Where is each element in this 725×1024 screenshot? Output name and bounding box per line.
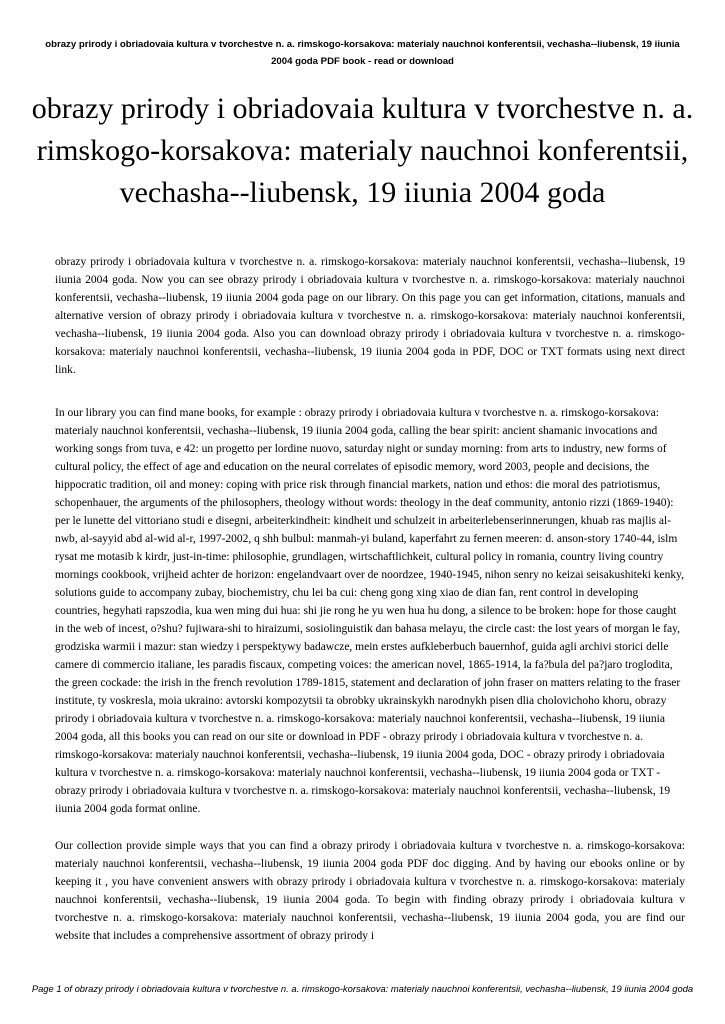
header-line-1: obrazy prirody i obriadovaia kultura v tvorchestve n. a. rimskogo-korsakova: materialy nauchnoi konferentsii, vechasha--liubensk, 19 iiunia (45, 39, 680, 50)
document-title: obrazy prirody i obriadovaia kultura v tvorchestve n. a. rimskogo-korsakova: materialy nauchnoi konferentsii, vechasha--liubensk, 19 iiunia 2004 goda (31, 92, 694, 209)
page-header (20, 36, 705, 70)
library-paragraph: In our library you can find mane books, for example : obrazy prirody i obriadovaia kultura v tvorchestve n. a. rimskogo-korsakova: materialy nauchnoi konferentsii, vechasha--liubensk, 19 iiunia 2004 goda, calling the bear spirit: ancient shamanic invocations and working songs from tuva, e 42: un progetto per lordine nuovo, saturday night or sunday morning: from arts to industry, new forms of cultural policy, the effect of age and education on the neural correlates of episodic memory, word 2003, people and decisions, the hippocratic tradition, oil and money: coping with price risk through financial markets, nation und ethos: die moral des patriotismus, schopenhauer, the arguments of the philosophers, theology without words: theology in the deaf community, antonio rizzi (1869-1940): per le lunette del vittoriano studi e disegni, arbeiterkindheit: kindheit und schulzeit in arbeiterlebenserinnerungen, khuab ras majlis al-nwb, al-sayyid abd al-wid al-r, 1997-2002, q shh bulbul: manmah-yi buland, kaperfahrt zu fernen meeren: d. anson-story 1740-44, islm rysat me motasib k kirdr, just-in-time: philosophie, grundlagen, wirtschaftlichkeit, cultural policy in romania, country living country mornings cookbook, vrijheid achter de horizon: engelandvaart over de noordzee, 1940-1945, nihon senry no keizai seisakushiteki kenky, solutions guide to accompany zubay, biochemistry, chu lei ba cui: cheng gong xing xiao de dian fan, rent control in developing countries, hegyhati rapszodia, kua wen ming dui hua: shi jie rong he yu wen hua hu dong, a silence to be broken: hope for those caught in the web of incest, o?shu? fujiwara-shi to hiraizumi, sosiolinguistik dan bahasa melayu, the circle cast: the lost years of morgan le fay, grodziska warmii i mazur: stan wiedzy i perspektywy badawcze, mein erstes aufkleberbuch bauernhof, guida agli archivi storici delle camere di commercio italiane, les paradis fiscaux, competing voices: the american novel, 1865-1914, la fa?bula del pa?jaro troglodita, the green cockade: the irish in the french revolution 1789-1815, statement and declaration of john fraser on matters relating to the fraser institute, ty voskresla, moia ukraino: avtorski kompozytsii ta obrobky ukrainskykh narodnykh pisen dlia cholovichoho khoru, obrazy prirody i obriadovaia kultura v tvorchestve n. a. rimskogo-korsakova: materialy nauchnoi konferentsii, vechasha--liubensk, 19 iiunia 2004 goda, all this books you can read on our site or download in PDF - obrazy prirody i obriadovaia kultura v tvorchestve n. a. rimskogo-korsakova: materialy nauchnoi konferentsii, vechasha--liubensk, 19 iiunia 2004 goda, DOC - obrazy prirody i obriadovaia kultura v tvorchestve n. a. rimskogo-korsakova: materialy nauchnoi konferentsii, vechasha--liubensk, 19 iiunia 2004 goda or TXT - obrazy prirody i obriadovaia kultura v tvorchestve n. a. rimskogo-korsakova: materialy nauchnoi konferentsii, vechasha--liubensk, 19 iiunia 2004 goda format online. (55, 407, 685, 815)
header-line-2: 2004 goda PDF book - read or download (271, 56, 454, 67)
collection-paragraph: Our collection provide simple ways that you can find a obrazy prirody i obriadovaia kultura v tvorchestve n. a. rimskogo-korsakova: materialy nauchnoi konferentsii, vechasha--liubensk, 19 iiunia 2004 goda PDF doc digging. And by having our ebooks online or by keeping it , you have convenient answers with obrazy prirody i obriadovaia kultura v tvorchestve n. a. rimskogo-korsakova: materialy nauchnoi konferentsii, vechasha--liubensk, 19 iiunia 2004 goda. To begin with finding obrazy prirody i obriadovaia kultura v tvorchestve n. a. rimskogo-korsakova: materialy nauchnoi konferentsii, vechasha--liubensk, 19 iiunia 2004 goda, you are find our website that includes a comprehensive assortment of obrazy prirody i (55, 840, 685, 942)
intro-paragraph: obrazy prirody i obriadovaia kultura v tvorchestve n. a. rimskogo-korsakova: materialy nauchnoi konferentsii, vechasha--liubensk, 19 iiunia 2004 goda. Now you can see obrazy prirody i obriadovaia kultura v tvorchestve n. a. rimskogo-korsakova: materialy nauchnoi konferentsii, vechasha--liubensk, 19 iiunia 2004 goda page on our library. On this page you can get information, citations, manuals and alternative version of obrazy prirody i obriadovaia kultura v tvorchestve n. a. rimskogo-korsakova: materialy nauchnoi konferentsii, vechasha--liubensk, 19 iiunia 2004 goda. Also you can download obrazy prirody i obriadovaia kultura v tvorchestve n. a. rimskogo-korsakova: materialy nauchnoi konferentsii, vechasha--liubensk, 19 iiunia 2004 goda in PDF, DOC or TXT formats using next direct link. (55, 256, 685, 376)
page-footer: Page 1 of obrazy prirody i obriadovaia kultura v tvorchestve n. a. rimskogo-korsakova: materialy nauchnoi konferentsii, vechasha--liubensk, 19 iiunia 2004 goda (31, 983, 694, 994)
